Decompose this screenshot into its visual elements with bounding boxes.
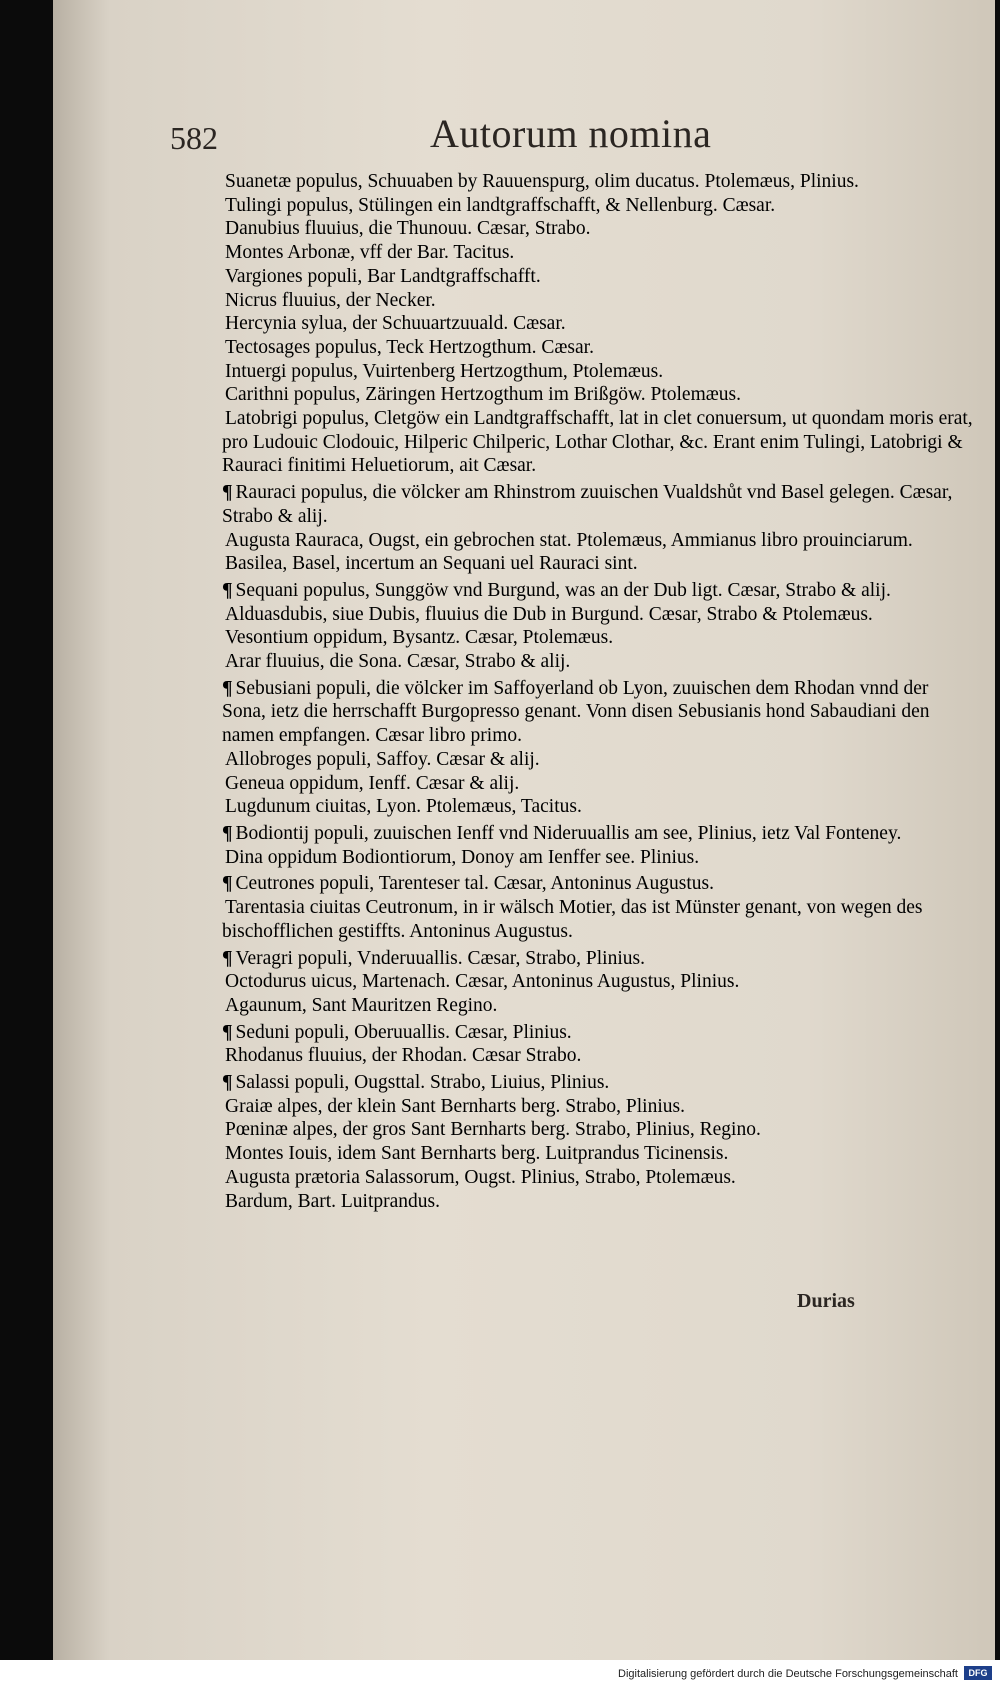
entry-text: Alduasdubis, siue Dubis, fluuius die Dub in Burgund. Cæsar, Strabo & Ptolemæus. [225,603,873,625]
entry [222,241,977,265]
entry [222,677,977,748]
pilcrow-mark: ¶ [222,677,233,699]
pilcrow-mark: ¶ [222,1021,233,1043]
entry [222,896,977,943]
entry [222,407,977,478]
entry-text: Tectosages populus, Teck Hertzogthum. Cæsar. [225,336,594,358]
entry-text: Augusta prætoria Salassorum, Ougst. Plinius, Strabo, Ptolemæus. [225,1166,736,1188]
entry [222,603,977,627]
entry [222,1071,977,1095]
entry [222,289,977,313]
entry [222,1142,977,1166]
entry-text: Montes Arbonæ, vff der Bar. Tacitus. [225,242,515,264]
entry-text: Intuergi populus, Vuirtenberg Hertzogthum, Ptolemæus. [225,360,664,382]
entry-text: Latobrigi populus, Cletgöw ein Landtgraffschafft, lat in clet conuersum, ut quondam moris erat, pro Ludouic Clodouic, Hilperic Chilperic, Lothar Clothar, &c. Erant enim Tulingi, Latobrigi & Rauraci finitimi Heluetiorum, ait Cæsar. [222,408,973,477]
entry-text: Sequani populus, Sunggöw vnd Burgund, was an der Dub ligt. Cæsar, Strabo & alij. [235,579,891,601]
entry-text: Dina oppidum Bodiontiorum, Donoy am Ienffer see. Plinius. [225,846,700,868]
pilcrow-mark: ¶ [222,822,233,844]
pilcrow-mark: ¶ [222,482,233,504]
page-number: 582 [170,120,218,156]
entry [222,994,977,1018]
entry-text: Salassi populi, Ougsttal. Strabo, Liuius, Plinius. [235,1072,610,1094]
entry-text: Augusta Rauraca, Ougst, ein gebrochen stat. Ptolemæus, Ammianus libro prouinciarum. [225,529,913,551]
entry [222,217,977,241]
entry-text: Ceutrones populi, Tarenteser tal. Cæsar, Antoninus Augustus. [235,873,714,895]
entry-text: Allobroges populi, Saffoy. Cæsar & alij. [225,748,540,770]
entry-text: Rhodanus fluuius, der Rhodan. Cæsar Strabo. [225,1045,582,1067]
entry-text: Agaunum, Sant Mauritzen Regino. [225,994,498,1016]
entry-text: Lugdunum ciuitas, Lyon. Ptolemæus, Tacitus. [225,796,582,818]
entry [222,772,977,796]
footer-credit: Digitalisierung gefördert durch die Deutsche Forschungsgemeinschaft [618,1668,958,1680]
entry-list [222,170,977,1213]
entry [222,170,977,194]
entry [222,650,977,674]
pilcrow-mark: ¶ [222,579,233,601]
entry-text: Bardum, Bart. Luitprandus. [225,1190,441,1212]
entry-text: Suanetæ populus, Schuuaben by Rauuenspurg, olim ducatus. Ptolemæus, Plinius. [225,171,859,192]
entry-text: Arar fluuius, die Sona. Cæsar, Strabo & alij. [225,651,571,673]
entry [222,360,977,384]
entry [222,795,977,819]
entry [222,1166,977,1190]
entry [222,1190,977,1214]
entry [222,846,977,870]
entry-text: Danubius fluuius, die Thunouu. Cæsar, Strabo. [225,218,591,240]
entry [222,822,977,846]
pilcrow-mark: ¶ [222,947,233,969]
entry [222,383,977,407]
entry-text: Seduni populi, Oberuuallis. Cæsar, Plinius. [235,1021,572,1043]
entry [222,1044,977,1068]
dfg-logo: DFG [964,1666,992,1680]
entry-text: Graiæ alpes, der klein Sant Bernharts berg. Strabo, Plinius. [225,1095,685,1117]
catchword: Durias [797,1290,855,1312]
entry-text: Carithni populus, Zäringen Hertzogthum im Brißgöw. Ptolemæus. [225,384,741,406]
entry-text: Vargiones populi, Bar Landtgraffschafft. [225,265,541,287]
entry [222,579,977,603]
entry [222,1021,977,1045]
pilcrow-mark: ¶ [222,1072,233,1094]
entry-text: Tulingi populus, Stülingen ein landtgraffschafft, & Nellenburg. Cæsar. [225,194,776,216]
entry-text: Montes Iouis, idem Sant Bernharts berg. Luitprandus Ticinensis. [225,1143,729,1165]
entry [222,529,977,553]
entry [222,481,977,528]
entry-text: Nicrus fluuius, der Necker. [225,289,436,311]
entry-text: Pœninæ alpes, der gros Sant Bernharts berg. Strabo, Plinius, Regino. [225,1119,761,1141]
entry [222,626,977,650]
entry [222,872,977,896]
entry-text: Tarentasia ciuitas Ceutronum, in ir wälsch Motier, das ist Münster genant, von wegen des bischofflichen gestiffts. Antoninus Augustus. [222,897,923,942]
entry [222,312,977,336]
entry-text: Hercynia sylua, der Schuuartzuuald. Cæsar. [225,313,566,335]
entry [222,1118,977,1142]
entry [222,1095,977,1119]
entry-text: Rauraci populus, die völcker am Rhinstrom zuuischen Vualdshůt vnd Basel gelegen. Cæsar, Strabo & alij. [222,482,953,527]
entry-text: Veragri populi, Vnderuuallis. Cæsar, Strabo, Plinius. [235,947,645,969]
entry-text: Basilea, Basel, incertum an Sequani uel Rauraci sint. [225,553,638,575]
entry [222,748,977,772]
running-head: Autorum nomina [430,111,712,156]
entry [222,947,977,971]
entry [222,194,977,218]
entry [222,970,977,994]
entry [222,336,977,360]
entry [222,265,977,289]
entry [222,552,977,576]
entry-text: Bodiontij populi, zuuischen Ienff vnd Nideruuallis am see, Plinius, ietz Val Fonteney. [235,822,902,844]
entry-text: Sebusiani populi, die völcker im Saffoyerland ob Lyon, zuuischen dem Rhodan vnnd der Sona, ietz die herrschafft Burgopresso genant. Vonn disen Sebusianis hond Sabaudiani den namen empfangen. Cæsar libro primo. [222,677,930,747]
entry-text: Octodurus uicus, Martenach. Cæsar, Antoninus Augustus, Plinius. [225,971,740,993]
entry-text: Geneua oppidum, Ienff. Cæsar & alij. [225,772,520,794]
pilcrow-mark: ¶ [222,873,233,895]
entry-text: Vesontium oppidum, Bysantz. Cæsar, Ptolemæus. [225,627,614,649]
